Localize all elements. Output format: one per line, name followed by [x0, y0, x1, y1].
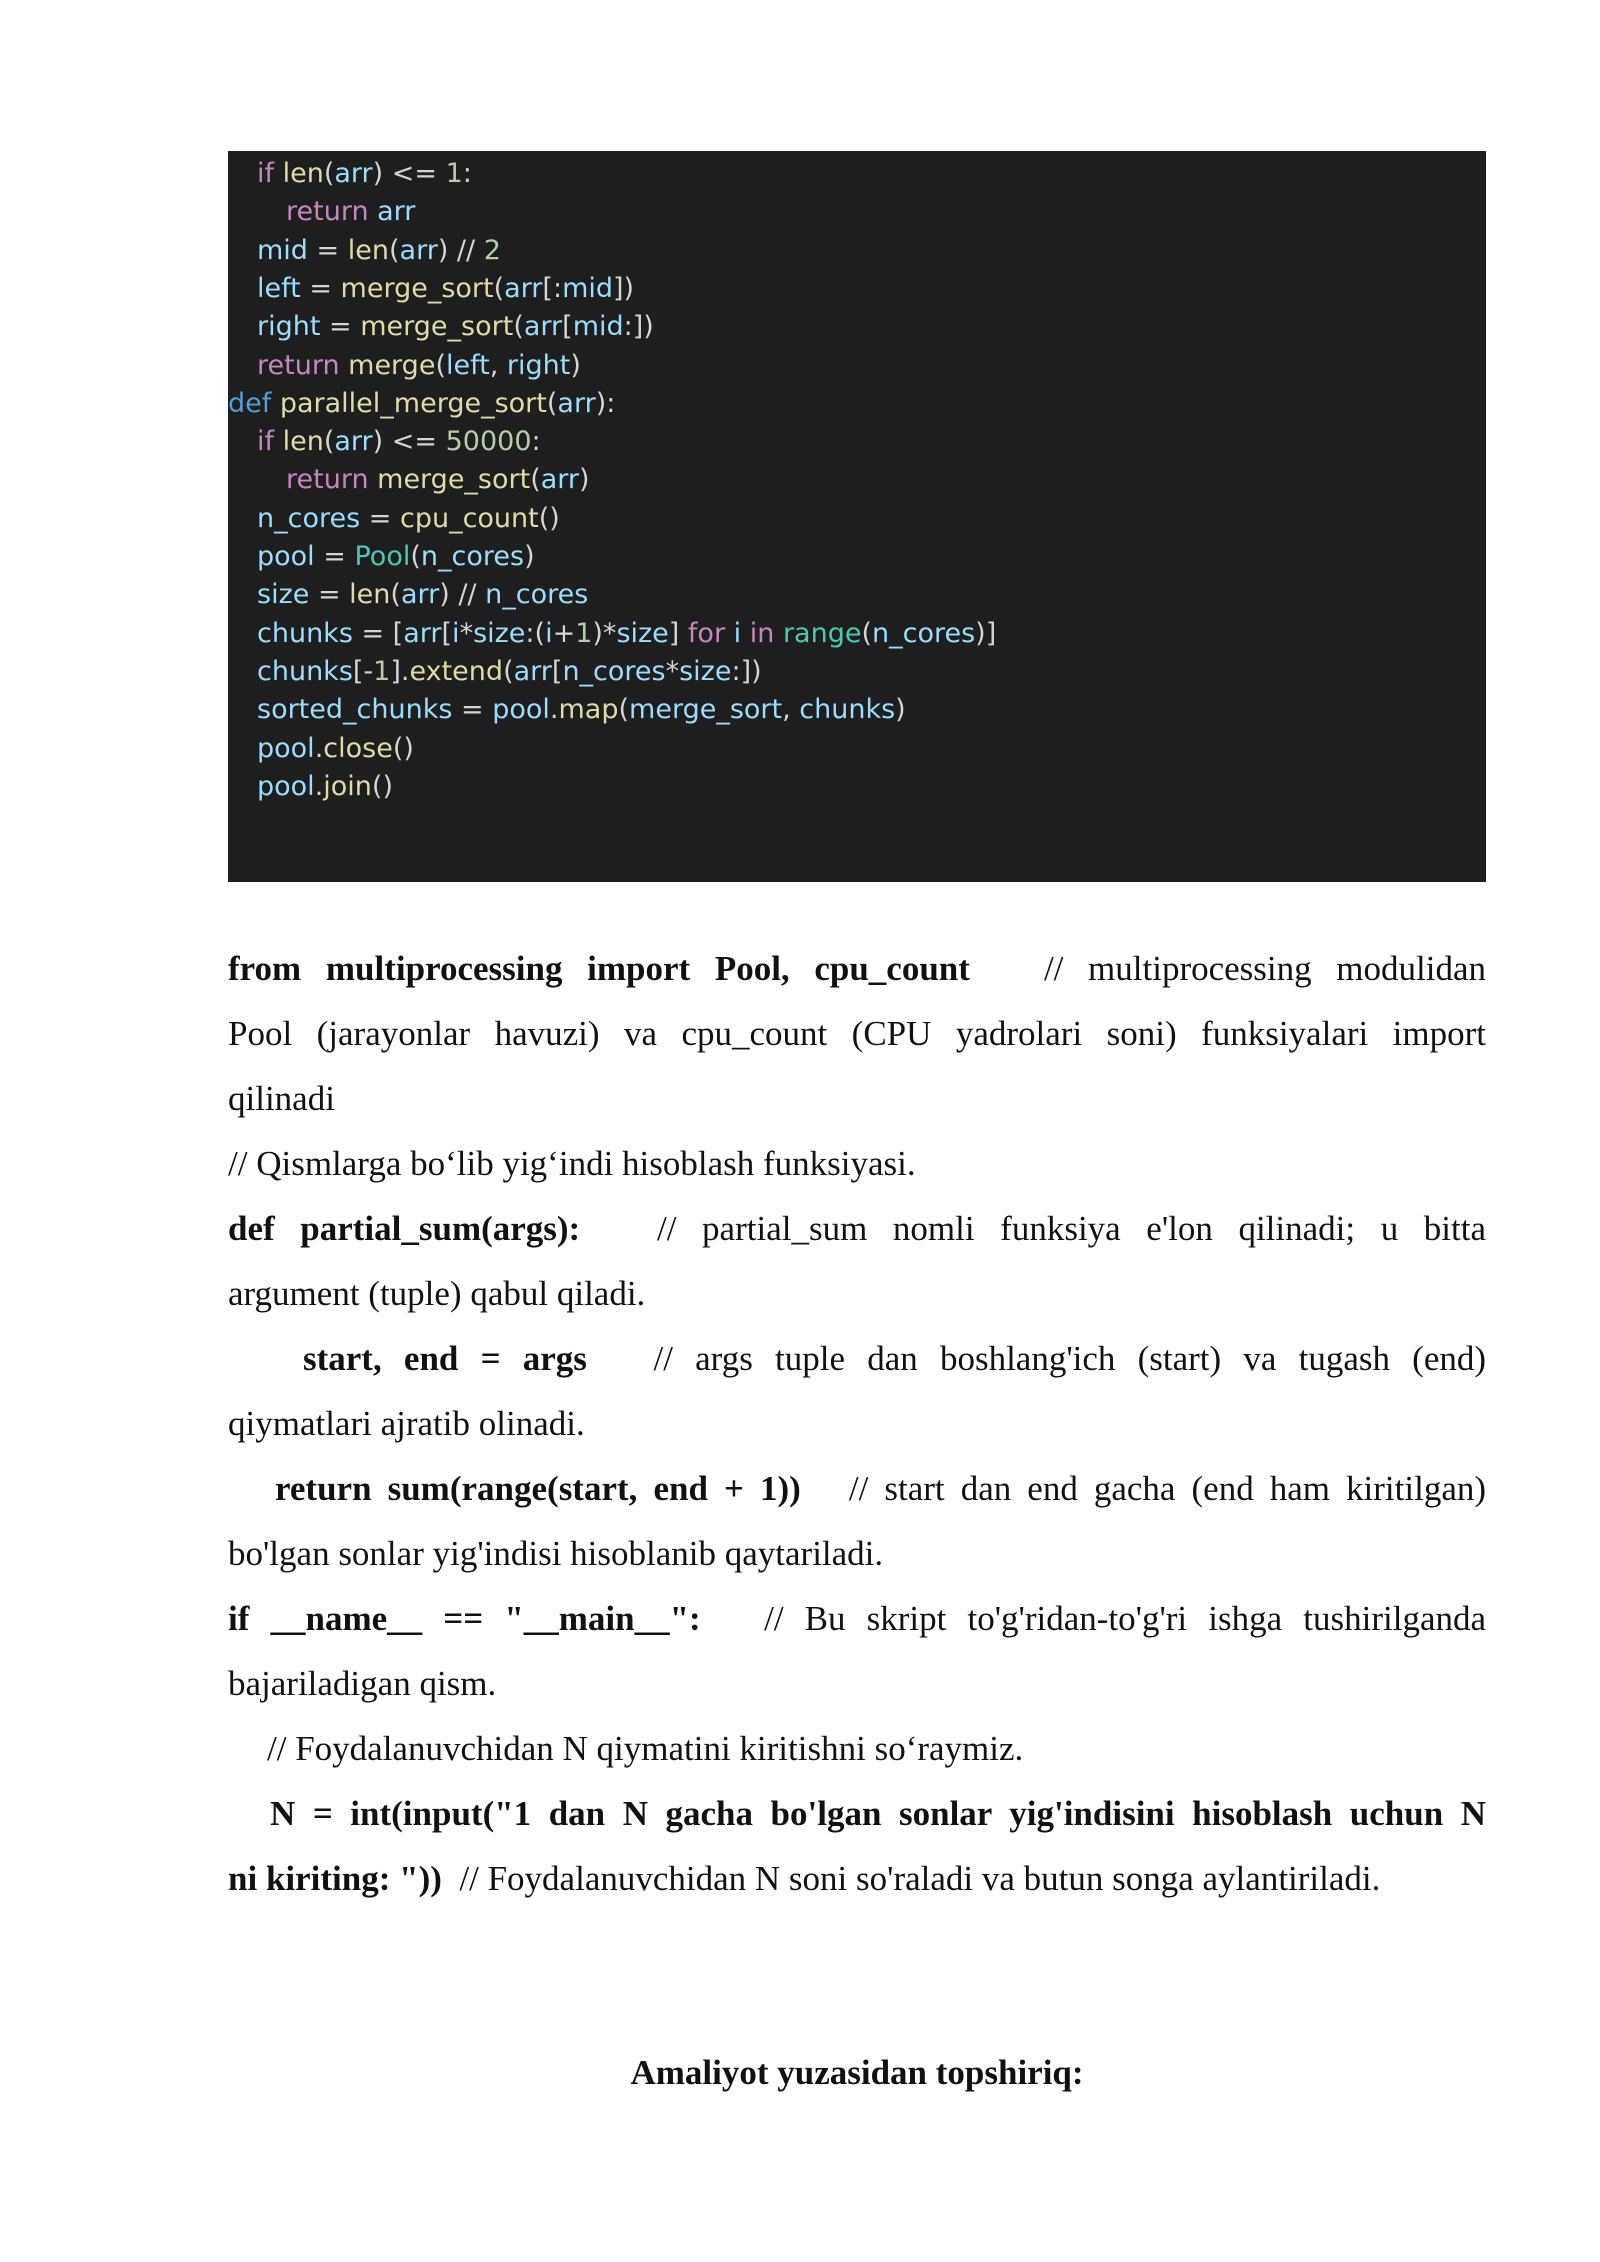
section-heading: Amaliyot yuzasidan topshiriq:: [630, 2053, 1084, 2092]
code-token: len: [349, 579, 391, 611]
code-token: ]): [613, 272, 635, 304]
comment-partial-sum-title: // Qismlarga bo‘lib yig‘indi hisoblash funksiyasi.: [228, 1144, 916, 1183]
code-line: [257, 615, 996, 653]
para-input-line2: [228, 1846, 1486, 1911]
code-token: right: [257, 311, 321, 343]
code-token: (): [371, 770, 393, 802]
comment-ask-n: // Foydalanuvchidan N qiymatini kiritishni so‘raymiz.: [267, 1729, 1024, 1768]
code-line: [228, 385, 615, 423]
code-token: .: [549, 694, 559, 726]
code-token: parallel_merge_sort: [279, 387, 547, 419]
code-line: [257, 347, 581, 385]
code-token: [:: [542, 272, 563, 304]
para-return-line1: [228, 1456, 1486, 1521]
code-token: chunks: [257, 655, 353, 687]
comment-def: // partial_sum nomli funksiya e'lon qilinadi; u bitta: [657, 1209, 1486, 1248]
code-token: =: [360, 502, 400, 534]
code-token: n_cores: [872, 617, 976, 649]
code-token: [-: [352, 655, 374, 687]
code-import: from multiprocessing import Pool, cpu_count: [228, 949, 970, 988]
code-token: cpu_count: [399, 502, 539, 534]
code-token: )]: [975, 617, 997, 649]
code-token: :]): [623, 311, 654, 343]
code-token: 1: [575, 617, 593, 649]
code-token: len: [282, 426, 324, 458]
code-token: size: [257, 579, 310, 611]
code-token: return: [286, 464, 378, 496]
code-token: .: [314, 770, 324, 802]
code-token: chunks: [799, 694, 896, 726]
code-token: =: [300, 272, 341, 304]
code-line: [257, 538, 535, 576]
comment-return: // start dan end gacha (end ham kiritilgan): [848, 1469, 1486, 1508]
code-token: arr: [513, 655, 552, 687]
code-token: extend: [409, 655, 504, 687]
code-token: Pool: [354, 541, 411, 572]
code-token: = [: [352, 617, 404, 649]
code-token: ) <=: [372, 426, 446, 458]
code-token: *: [665, 655, 680, 687]
code-line: [257, 576, 588, 614]
code-return: return sum(range(start, end + 1)): [275, 1469, 801, 1508]
code-token: pool: [257, 541, 315, 572]
code-token: (: [388, 234, 400, 266]
code-token: ,: [489, 349, 507, 381]
para-unpack-line2: qiymatlari ajratib olinadi.: [228, 1404, 585, 1443]
code-token: merge: [348, 349, 436, 381]
code-token: arr: [334, 426, 373, 458]
code-token: 1: [445, 158, 463, 189]
code-token: return: [286, 196, 378, 228]
code-token: .: [314, 732, 324, 764]
code-token: merge_sort: [360, 311, 514, 343]
code-token: ].: [390, 655, 410, 687]
code-token: ): [570, 349, 581, 381]
code-token: arr: [523, 311, 563, 343]
para-main-line2: bajariladigan qism.: [228, 1664, 497, 1703]
code-token: map: [558, 694, 619, 726]
code-token: n_cores: [485, 579, 589, 611]
code-token: =: [309, 579, 350, 611]
code-line: [257, 155, 472, 193]
code-line: [286, 461, 590, 499]
code-token: left: [445, 349, 490, 381]
code-line: [257, 653, 762, 691]
code-line: [257, 691, 906, 729]
code-token: =: [307, 234, 348, 266]
code-token: :: [462, 158, 472, 189]
code-token: arr: [504, 272, 543, 304]
code-token: ]: [668, 617, 688, 649]
code-input-l1: N = int(input("1 dan N gacha bo'lgan sonlar yig'indisini hisoblash uchun N: [270, 1794, 1486, 1833]
code-token: (: [503, 655, 514, 687]
code-token: mid: [257, 234, 308, 266]
code-token: :]): [731, 655, 762, 687]
code-token: ): [895, 694, 906, 726]
code-token: merge_sort: [629, 694, 783, 726]
code-token: i: [452, 617, 460, 649]
code-token: chunks: [257, 617, 353, 649]
para-def-line2: argument (tuple) qabul qiladi.: [228, 1274, 646, 1313]
code-token: arr: [377, 196, 416, 228]
para-input-line1: [228, 1781, 1486, 1846]
para-main-line1: [228, 1586, 1486, 1651]
code-unpack: start, end = args: [303, 1339, 587, 1378]
code-line: [257, 730, 414, 768]
code-token: mid: [572, 311, 624, 343]
code-token: n_cores: [562, 655, 666, 687]
code-token: len: [347, 234, 389, 266]
para-return-line2: bo'lgan sonlar yig'indisi hisoblanib qaytariladi.: [228, 1534, 884, 1573]
code-token: sorted_chunks: [257, 694, 453, 726]
code-token: size: [679, 655, 732, 687]
code-token: ): [579, 464, 590, 496]
code-line: [257, 500, 560, 538]
code-token: len: [282, 158, 324, 189]
code-def: def partial_sum(args):: [228, 1209, 581, 1248]
code-token: :: [531, 426, 541, 458]
code-token: pool: [257, 770, 315, 802]
code-token: right: [506, 349, 571, 381]
para-def-line1: [228, 1196, 1486, 1261]
code-token: (: [513, 311, 524, 343]
code-line: [286, 193, 415, 231]
code-token: [: [551, 655, 563, 687]
code-token: *: [459, 617, 474, 649]
code-token: i: [545, 617, 553, 649]
comment-main: // Bu skript to'g'ridan-to'g'ri ishga tushirilganda: [764, 1599, 1486, 1638]
code-token: ,: [782, 694, 800, 726]
code-token: (: [861, 617, 872, 649]
code-token: (: [323, 426, 335, 458]
code-screenshot: [228, 151, 1486, 882]
code-token: in: [749, 617, 783, 649]
code-token: ) //: [439, 579, 486, 611]
code-token: range: [782, 617, 862, 649]
code-token: mid: [562, 272, 614, 304]
code-token: ):: [595, 387, 616, 419]
code-token: =: [452, 694, 493, 726]
code-token: left: [257, 272, 301, 304]
code-token: [: [562, 311, 573, 343]
code-token: for: [687, 617, 734, 649]
code-token: size: [473, 617, 526, 649]
code-token: +: [552, 617, 576, 649]
code-line: [257, 308, 654, 346]
code-token: )*: [592, 617, 617, 649]
code-token: ) //: [437, 234, 484, 266]
code-line: [257, 423, 541, 461]
code-line: [257, 768, 393, 806]
code-token: (: [323, 158, 335, 189]
comment-input: // Foydalanuvchidan N soni so'raladi va butun songa aylantiriladi.: [459, 1859, 1381, 1898]
code-token: arr: [399, 234, 438, 266]
code-token: n_cores: [420, 541, 525, 572]
code-token: merge_sort: [377, 464, 531, 496]
code-token: n_cores: [257, 502, 361, 534]
code-token: arr: [334, 158, 373, 189]
code-token: 1: [373, 655, 391, 687]
code-main: if __name__ == "__main__":: [228, 1599, 701, 1638]
para-import-line3: qilinadi: [228, 1079, 335, 1118]
comment-unpack: // args tuple dan boshlang'ich (start) va tugash (end): [653, 1339, 1486, 1378]
code-token: (: [618, 694, 630, 726]
code-token: pool: [492, 694, 550, 726]
code-token: =: [314, 541, 355, 572]
code-token: if: [257, 426, 283, 458]
code-token: 50000: [445, 426, 532, 458]
para-import-line1: [228, 936, 1486, 1001]
code-input-l2: ni kiriting: ")): [228, 1859, 442, 1898]
code-token: i: [733, 617, 750, 649]
code-token: arr: [540, 464, 580, 496]
para-unpack-line1: [228, 1326, 1486, 1391]
code-line: [257, 270, 634, 308]
code-token: (: [530, 464, 541, 496]
code-token: if: [257, 158, 283, 189]
code-token: merge_sort: [340, 272, 494, 304]
code-token: (: [410, 541, 421, 572]
comment-import: // multiprocessing modulidan: [1043, 949, 1486, 988]
code-token: (: [493, 272, 505, 304]
code-token: =: [320, 311, 361, 343]
code-token: ): [524, 541, 535, 572]
code-token: (: [390, 579, 401, 611]
code-token: def: [228, 387, 280, 419]
code-token: 2: [483, 234, 501, 266]
code-token: (): [392, 732, 414, 764]
body-text: [228, 936, 1486, 1911]
code-line: [257, 232, 501, 270]
code-token: pool: [257, 732, 315, 764]
code-token: return: [257, 349, 349, 381]
code-token: size: [616, 617, 669, 649]
para-import-line2: Pool (jarayonlar havuzi) va cpu_count (CPU yadrolari soni) funksiyalari import: [228, 1014, 1486, 1053]
code-token: arr: [557, 387, 596, 419]
code-token: [: [441, 617, 453, 649]
code-token: join: [323, 770, 372, 802]
code-token: close: [323, 732, 393, 764]
code-token: arr: [400, 579, 440, 611]
code-token: (: [546, 387, 558, 419]
code-token: (): [538, 502, 560, 534]
code-token: :(: [525, 617, 546, 649]
code-token: (: [435, 349, 446, 381]
code-token: arr: [403, 617, 442, 649]
code-token: ) <=: [372, 158, 446, 189]
